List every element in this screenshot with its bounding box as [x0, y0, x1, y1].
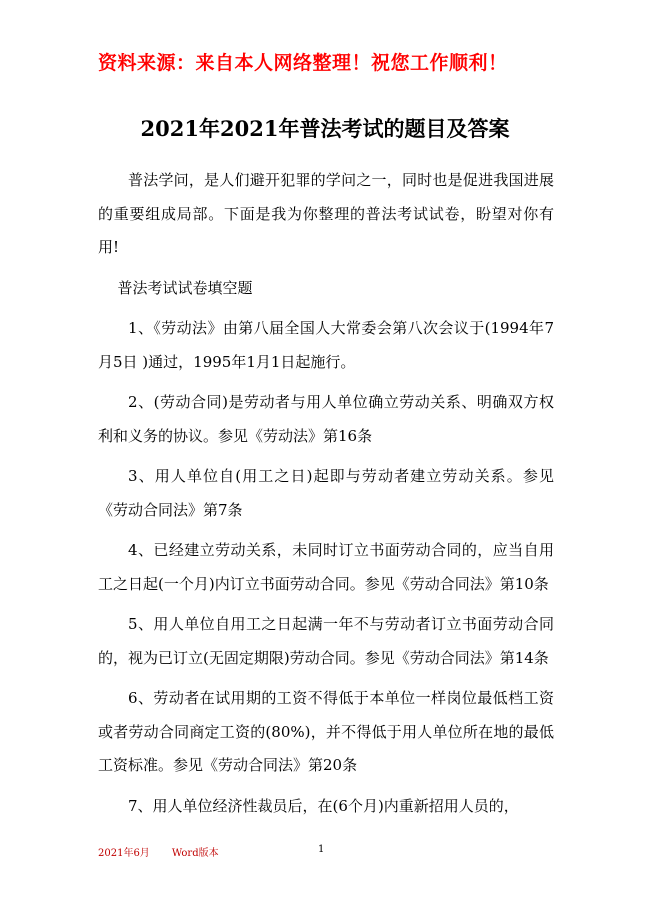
- question-item: 2、(劳动合同)是劳动者与用人单位确立劳动关系、明确双方权利和义务的协议。参见《劳动法》第16条: [98, 393, 554, 445]
- page-number: 1: [318, 844, 325, 855]
- footer-version: Word版本: [171, 848, 219, 859]
- page-footer: [98, 844, 219, 859]
- document-body: [98, 164, 554, 823]
- question-item: 6、劳动者在试用期的工资不得低于本单位一样岗位最低档工资或者劳动合同商定工资的(80%)，并不得低于用人单位所在地的最低工资标准。参见《劳动合同法》第20条: [98, 689, 554, 774]
- footer-date: 2021年6月: [98, 848, 150, 859]
- question-item: 3、用人单位自(用工之日)起即与劳动者建立劳动关系。参见《劳动合同法》第7条: [98, 467, 554, 519]
- question-item: 4、已经建立劳动关系，未同时订立书面劳动合同的，应当自用工之日起(一个月)内订立书面劳动合同。参见《劳动合同法》第10条: [98, 541, 554, 593]
- section-heading: 普法考试试卷填空题: [117, 278, 253, 297]
- question-item: 5、用人单位自用工之日起满一年不与劳动者订立书面劳动合同的，视为已订立(无固定期限)劳动合同。参见《劳动合同法》第14条: [98, 615, 554, 667]
- intro-paragraph: 普法学问，是人们避开犯罪的学问之一，同时也是促进我国进展的重要组成局部。下面是我为你整理的普法考试试卷，盼望对你有用!: [98, 171, 554, 256]
- document-title: 2021年2021年普法考试的题目及答案: [140, 116, 510, 141]
- question-item: 1、《劳动法》由第八届全国人大常委会第八次会议于(1994年7月5日 )通过，1995年1月1日起施行。: [98, 319, 554, 371]
- source-banner: 资料来源：来自本人网络整理！祝您工作顺利！: [98, 52, 508, 74]
- question-item: 7、用人单位经济性裁员后，在(6个月)内重新招用人员的，: [128, 796, 519, 815]
